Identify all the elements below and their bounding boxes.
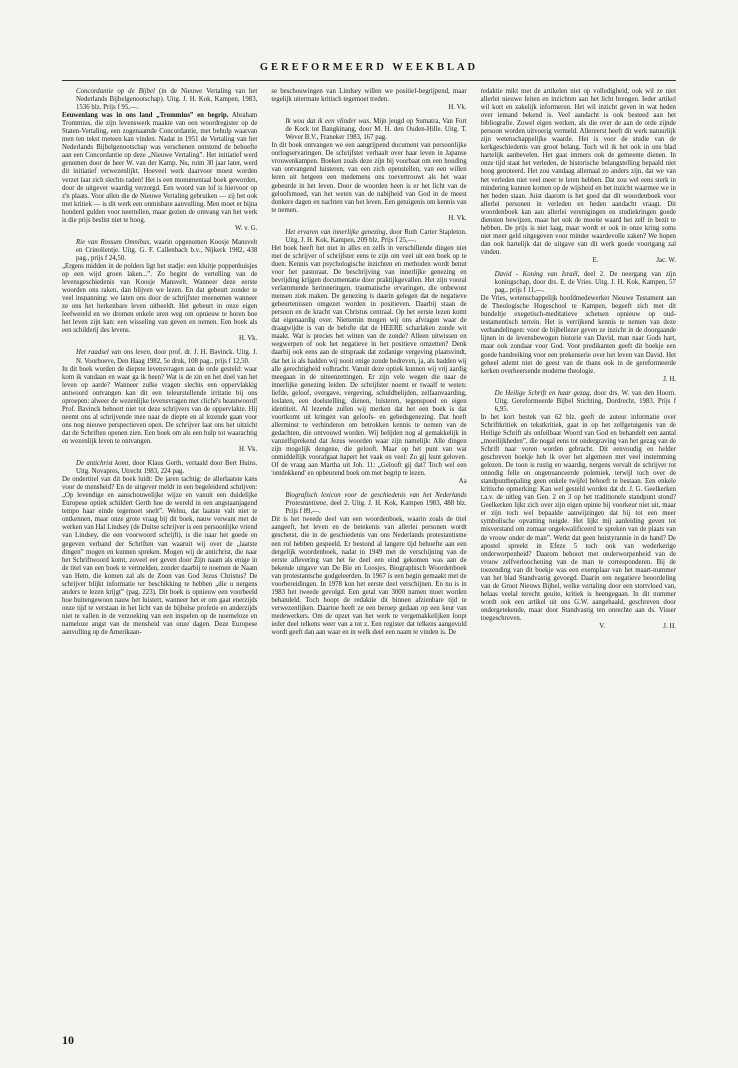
review-body [62, 112, 257, 225]
review-body [481, 295, 676, 375]
reviewer-initials: E. Jac. W. [592, 256, 676, 264]
book-details: (in de Nieuwe Vertaling van het Nederlands Bijbelgenootschap). Uitg. J. H. Kok, Kampen, 1983, 1536 blz. Prijs f 95,—. [76, 88, 258, 112]
book-title: Biografisch lexicon voor de geschiedenis van het Nederlands Protestantisme, [285, 492, 467, 508]
review-lead: Eeuwenlang was in ons land „Trommius” en begrip. [62, 112, 229, 120]
review-text: Het boek heeft het niet in alles en zelfs in verschillende dingen niet met de schrijver of schrijfster eens te zijn om veel uit een boek op te doen. Kennis van psychologische inzichten en methoden wordt benut voor het pastoraat. De beschrijving van innerlijke genezing en bevrijding krijgen documentatie door praktijkgevallen. Het zijn vooral verlammende herinneringen, traumatische ervaringen, die onbewust mensen ziek maken. De genezing is daarin gelegen dat de negatieve gebeurtenissen omgezet worden in positieven. Daarbij staan de persoon en de kracht van Christus centraal. Op het eerste lezen komt dat eigenaardig over. Niettemin mogen wij ons afvragen waar de draagwijdte is van de belofte dat de HEERE scharlaken zonde wit maakt. Wat is precies het witten van de zonde? Alleen uitwissen en wegwerpen of ook het negatieve in het positieve omzetten? Denk daarbij ook eens aan de uitspraak dat zodanige vergeving plaatsvindt, dat het is als hadden wij nooit enige zonde bedreven, ja, als hadden wij alle gerechtigheid volbracht. Vanuit deze optiek kunnen wij vrij aardig meegaan in de uiteenzettingen. Er zijn vele wegen die naar de innerlijke genezing leiden. De schrijfster noemt er twaalf te weten: liefde, geloof, overgave, vergeving, schuldbelijden, zelfaanvaarding, loslaten, een doelstelling, dienen, luisteren, tegenspoed en eigen identiteit. Al lezende zullen wij merken dat het een boek is dat voortkomt uit kringen van geloofs- en gebedsgenezing. Dat hoeft allerminst te verhinderen om betrokken kennis te nemen van de gedachten, die ontvouwd worden. Wij belijden nog al gemakkelijk in vanzelfsprekend dat Jezus woorden waar zijn namelijk: Alle dingen zijn mogelijk dengene, die gelooft. Maar op het punt van wat onmiddellijk voorafgaat hapert het vaak en veel: Zo gij kunt geloven. Of de vraag aan Martha uit Joh. 11: „Gelooft gij dat? Toch wel een 'ontdekkend' en opbeurend boek om met begrip te lezen. [271, 244, 467, 478]
book-citation [481, 271, 676, 295]
column-right [481, 88, 676, 1028]
reviewer-initials: H. Vk. [239, 335, 258, 343]
review-entry [62, 460, 257, 637]
review-text: „Ergens midden in de polders ligt het stadje: een kluitje poppenhuisjes op een wijd groen laken...”. Zo begint de vertelling van de levensgeschiedenis van Koosje Mansvelt. Wanneer deze eerste woorden ons raken, dan blijven we lezen. En dat gebeurt zonder te veel inspanning: we laten ons door de schrijfster meenemen wanneer ze ons het herkenbare leven uitbeeldt. Het gebeurt in onze eigen leefwereld en we dromen enkele uren weg om opnieuw te horen hoe het leven zijn kan: een wisseling van geven en nemen. Een boek als een schilderij des levens. [62, 262, 258, 335]
book-details: waarin opgenomen Koosje Mansvelt en Crinolientje. Uitg. G. F. Callenbach b.v., Nijkerk 1982, 438 pag., prijs f 24,50. [76, 238, 258, 262]
review-text: In het kort bestek van 62 blz. geeft de auteur informatie over Schriftkritiek en tekstkritiek, gaat in op het zelfgetuigenis van de Heilige Schrift als onfeilbaar Woord van God en behandelt een aantal „moeilijkheden”, die nogal eens tot ondergraving van het gezag van de Schrift naar voren worden gebracht. Dit eenvoudig en helder geschreven boekje heb ik over het algemeen met veel instemming gelezen. De toon is rustig en waardig, nergens vervalt de schrijver tot onnodig felle en ongenuanceerde polemiek, terwijl toch over de standpuntbepaling geen enkele twijfel behoeft te bestaan. Een enkele kritische opmerking: Kan wel gesteld worden dat dr. J. G. Geelkerken t.a.v. de uitleg van Gen. 2 en 3 op het traditionele standpunt stond? Geelkerken lijkt zich over zijn eigen opinie bij voorkeur niet uit, maar er zijn toch wel bepaalde aanwijzingen dat hij tot een meer symbolische opvatting neigde. Het lijkt mij aanleiding geven tot misverstand om zomaar ongekwalificeerd te spreken van de plaats van de vrouw onder de man”. Werkt dat geen huistyrannie in de hand? De apostel spreekt in Efeze 5 toch ook van wederkerige onderworpenheid? Daarom behoort met onderworpenheid van de vrouw zelfverloochening van de man te corresponderen. Bij de toezending van dit boekje was een exemplaar van het maart-nummer van het blad Standvastig gevoegd. Daarin een negatieve beoordeling van de Groot Nieuws Bijbel, welke vertaling door een stortvloed van, helaas veelal terecht geuite, kritiek is heengegaan. In dit nummer wordt ook een artikel uit ons G.W. aangehaald, geschreven door ondergetekende, maar door Standvastig ten onrechte aan ds. Visser toegeschreven. [480, 413, 676, 622]
book-citation [62, 460, 257, 476]
review-entry [62, 349, 257, 454]
review-entry [481, 88, 676, 265]
book-title: De antichrist komt, [76, 460, 131, 468]
review-body [271, 142, 466, 214]
book-details: Mijn jeugd op Sumatra, Van Fort de Kock tot Bangkinang, door M. H. den Ouden-Hille. Uitg. T. Wever B.V., Franeker 1983, 167 pag. [285, 118, 467, 142]
book-citation [62, 88, 257, 112]
book-details: deel 2. De neergang van zijn koningschap, door drs. E. de Vries. Uitg. J. H. Kok, Kampen, 57 pag., prijs f 11,—. [494, 271, 676, 295]
book-details: door Klaus Gerth, vertaald door Bert Huins. Uitg. Novapres, Utrecht 1983, 224 pag. [76, 460, 258, 476]
review-text: De Vries, wetenschappelijk hoofdmedewerker Nieuwe Testament aan de Theologische Hogeschool te Kampen, begeeft zich met dit bundeltje exegetisch-meditatieve schetsen opnieuw op oud-testamentisch terrein. Het is verrijkend kennis te nemen van deze verhandelingen: voor de bijbellezer geven ze inzicht in de doorgaande lijnen in de levensbewogen historie van David, man naar Gods hart, maar ook zondaar voor God. Voor predikanten geeft dit boekje een goede handreiking voor een prekenserie over het leven van David. Het geheel ademt niet de geest van de thans ook in de gereformeerde kerken overheersende moderne theologie. [480, 295, 676, 375]
reviewer-initials: V. J. H. [599, 623, 676, 631]
review-text: In dit boek ontvangen we een aangrijpend document van persoonlijke oorlogservaringen. De schrijfster verhaalt over haar leven in Japanse vrouwenkampen. Boeken zoals deze zijn bij voorbaat om een houding van ontvangend luisteren, van een zich openstellen, van een willen leren uit hetgeen een medemens ons toevertrouwt als het waar gebeurde in het leven. Door de woorden heen is er het licht van de geloofsmoed, van het weten van de nabijheid van God in de meest donkere dagen en nachten van het leven. Een getuigenis om kennis van te nemen. [271, 142, 467, 214]
book-title: De Heilige Schrift en haar gezag, [494, 389, 592, 397]
reviewer-initials: H. Vk. [239, 446, 258, 454]
review-entry [271, 118, 466, 223]
book-citation [62, 349, 257, 365]
book-title: Rie van Rossum Omnibus, [76, 238, 151, 246]
book-title: Het raadsel van ons leven, [76, 349, 152, 357]
review-entry [62, 88, 257, 233]
reviewer-initials: Aa [458, 478, 467, 486]
review-text: De ondertitel van dit boek luidt: De jaren tachtig: de allerlaatste kans voor de mensheid? En de uitgever meldt in een begeleidend schrijven: „Op levendige en aanschouwelijke wijze en vanuit een duidelijke Europese optiek schildert Gerth hoe de wereld in een angstaanjagend tempo haar einde tegemoet snelt”. Welnu, dat laatste valt niet te ontkennen, maar onze grote vraag bij dit boek, nauw verwant met de werken van Hal Lindsey (de Duitse schrijver is een persoonlijke vriend van Lindsey, die een voorwoord schrijft), is die naar het goede en gegeven verband der Schriften van waaruit wij over de „laatste dingen” mogen en kunnen spreken. Mogen wij de antichrist, die naar het Schriftwoord komt, zoveel eer geven door Zijn naam als enige in de titel van een boek te vermelden, zonder daarbij te noemen de Naam van Hem, die komen zal als de Zoon van God Jezus Christus? De schrijver blijkt informatie ter beschikking te hebben „die u nergens anders te lezen krijgt” (pag. 223). Dit boek is opnieuw een voorbeeld hoe buitengewoon nauw het luistert, wanneer het er om gaat enerzijds onze tijd te verstaan in het licht van de bijbelse profetie en anderzijds niet te vallen in de verzoeking van een inspelen op de noemeloze en nameloze angst van de mensheid van onze dagen. Deze Europese aanvulling op de Amerikaan- [62, 476, 258, 637]
reviewer-initials: W. v. G. [235, 224, 258, 232]
review-entry [481, 271, 676, 384]
book-title: Het ervaren van innerlijke genezing, [285, 228, 388, 236]
book-citation [481, 390, 676, 414]
article-columns [62, 88, 676, 1028]
review-body [481, 88, 676, 257]
masthead-rule [62, 80, 676, 81]
book-citation [271, 118, 466, 142]
review-text: redaktie mikt met de artikelen niet op volledigheid, ook wil ze niet allerlei nieuwe feiten en inzichten aan het licht brengen. Ieder artikel wil kort en zakelijk informeren. Het wil inzicht geven in wat heden over iemand bekend is. Veel aandacht is ook besteed aan het bibliografie. Zowel eigen werken, als die over de aan de orde zijnde persoon worden uitvoerig vermeld. Allereerst heeft dit werk natuurlijk zijn wetenschappelijke waarde. Het is voor de studie van de kerkgeschiedenis van groot belang. Toch wil ik het ook in ons blad hartelijk aanbevelen. Het gaat immers ook de gemeente dienen. In onze tijd staat het verleden, de historische belangstelling bepaald niet hoog genoteerd. Het zou vandaag allemaal zo anders zijn, dat we van het verleden niet veel meer te leren hebben. Dat zou wel eens sterk in mindering kunnen komen op de wijsheid en het inzicht waarmee we in het heden staan. Juist daarom is het goed dat dit woordenboek voor allerlei personen in verleden en heden aandacht vraagt. Dit woordenboek kan aan allerlei verenigingen en studiekringen goede diensten bewijzen, maar het ook de moeite waard het zelf in bezit te hebben. De prijs is niet laag, maar wordt er ook in onze kring soms niet meer geld uitgegeven voor minder waardevolle zaken? We hopen dan ook hartelijk dat de uitgave van dit werk goede voortgang zal vinden. [480, 88, 676, 256]
column-middle [271, 88, 466, 1028]
review-entry [481, 390, 676, 631]
masthead: GEREFORMEERD WEEKBLAD [259, 62, 479, 73]
review-body [62, 476, 257, 637]
book-citation [271, 229, 466, 245]
review-entry [62, 239, 257, 344]
reviewer-initials: H. Vk. [448, 104, 467, 112]
review-text: Abraham Trommius, die zijn levenswerk maakte van een woordregister op de Staten-Vertaling, een zogenaamde Concordantie, met behulp waarvan men ten tekst meteen kan vinden. Nadat in 1951 de Vertaling van het Nederlands Bijbelgenootschap was verschenen ontstond de behoefte aan een Concordantie op deze „Nieuwe Vertaling”. Het initiatief werd genomen door de heer W. van der Kamp. Nu, ruim 30 jaar later, werd dit initiatief verwezenlijkt. Hoeveel werk daarvoor moest worden verzet laat zich slechts raden! Het is een monumentaal boek geworden, door de uitgever waardig verzorgd. Een woord van lof is hiervoor op z'n plaats. Voor allen die de Nieuwe Vertaling gebruiken — zij het ook met kritiek — is dit werk een onmisbare aanvulling. Men moet er bijna honderd gulden voor neertellen, maar gezien de omvang van het werk is die prijs beslist niet te hoog. [62, 112, 258, 224]
review-text: se beschouwingen van Lindsey willen we positief-begrijpend, maar tegelijk uitermate kritisch tegemoet treden. [271, 88, 467, 104]
column-left [62, 88, 257, 1028]
review-body [271, 516, 466, 637]
review-body [271, 88, 466, 104]
book-details: deel 2. Uitg. J. H. Kok, Kampen 1983, 488 blz. Prijs f 89,—. [285, 500, 467, 516]
review-entry [271, 88, 466, 112]
reviewer-initials: H. Vk. [448, 214, 467, 222]
review-text: In dit boek worden de diepste levensvragen aan de orde gesteld: waar kom ik vandaan en waar ga ik heen? Wat is de zin en het doel van het leven op aarde? Wanneer zulke vragen slechts een oppervlakkig antwoord ontvangen kan dit een teleurstellende irritatie bij ons oproepen: alweer de wezenlijke levensvragen met cliché's beantwoord! Prof. Bavinck behoort niet tot deze schrijvers van de oppervlakte. Hij neemt ons al schrijvende mee naar de diepte en al lezende gaan voor ons nog nieuwe perspectieven open. De schrijver laat ons het uitzicht dat de Schriften openen zien. Een boek om als een hulp tot waarachtig en wezenlijk leven te ontvangen. [62, 365, 258, 445]
review-body [62, 366, 257, 446]
review-entry [271, 229, 466, 487]
book-title: Ik wou dat ik een vlinder was, [285, 118, 371, 126]
page-number: 10 [62, 1033, 74, 1047]
book-details: door prof. dr. J. H. Bavinck. Uitg. J. N. Voorhoeve, Den Haag 1982, 5e druk, 108 pag., prijs f 12,50. [76, 349, 258, 365]
book-details: door Ruth Carter Stapleton. Uitg. J. H. Kok, Kampen, 209 blz. Prijs f 25,—. [285, 228, 467, 244]
review-body [271, 245, 466, 478]
review-body [62, 263, 257, 335]
book-title: David - Koning van Israël, [494, 271, 580, 279]
book-citation [271, 492, 466, 516]
review-body [481, 414, 676, 623]
book-citation [62, 239, 257, 263]
book-title: Concordantie op de Bijbel [76, 88, 155, 95]
reviewer-initials: J. H. [663, 375, 676, 383]
review-entry [271, 492, 466, 637]
review-text: Dit is het tweede deel van een woordenboek, waarin zoals de titel aangeeft, het leven en de betekenis van allerlei personen wordt geschetst, die in de geschiedenis van ons Nederlands protestantisme een rol hebben gespeeld. Er bestond al langere tijd behoefte aan een dergelijk woordenboek, nadat in 1949 met de verschijning van de eerste aflevering van het 6e deel een eind gekomen was aan de bekende uitgave van De Bie en Loosjes, Biographisch Woordenboek van protestantsche godgeleerden. In 1967 is een begin gemaakt met de voorbereidingen. In 1978 kon het eerste deel verschijnen. En nu is in 1983 het tweede gevolgd. Een getal van 3000 namen moet worden behandeld. Toch hoopt de redaktie dit binnen afzienbare tijd te verwezenlijken. Daartoe heeft ze een beroep gedaan op een keur van medewerkers. Om de opzet van het werk te vergemakkelijken loopt ieder deel telkens weer van a tot z. Een register dat telkens aangevuld wordt geeft dan aan waar en in welk deel een naam te vinden is. De [271, 516, 467, 637]
book-details: door drs. W. van den Hoorn. Uitg. Gereformeerde Bijbel Stichting, Dordrecht, 1983. Prijs f 6,95. [494, 389, 676, 413]
